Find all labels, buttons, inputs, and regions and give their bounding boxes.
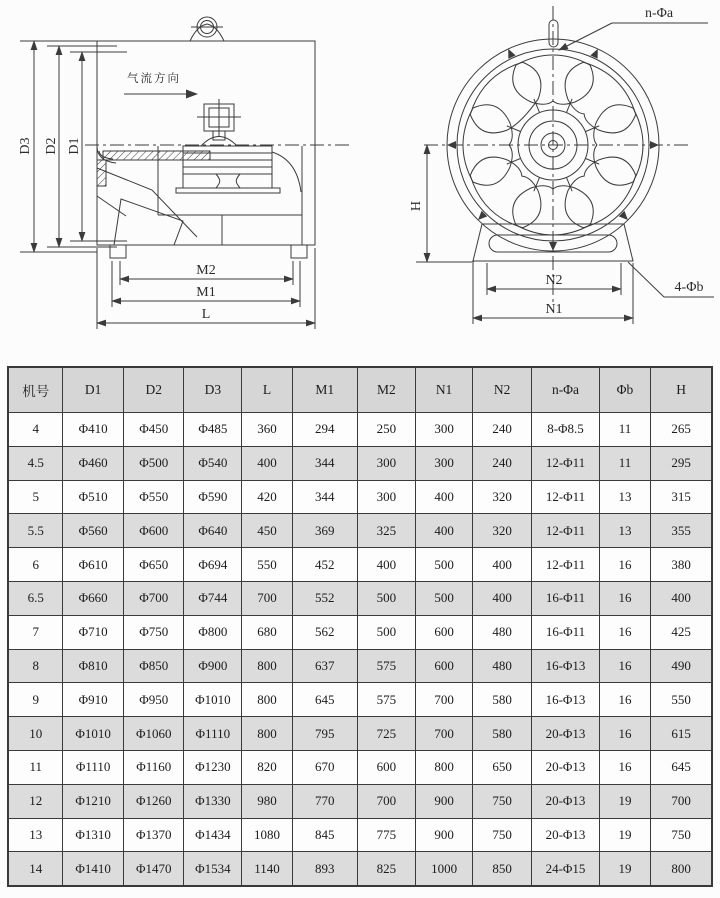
table-cell: 16-Φ11 [532, 581, 600, 615]
table-cell: 795 [292, 717, 357, 751]
table-cell: 700 [357, 784, 415, 818]
table-cell: 11 [599, 413, 650, 447]
table-row [8, 683, 712, 717]
table-cell: 16 [599, 581, 650, 615]
table-row [8, 581, 712, 615]
table-row [8, 649, 712, 683]
table-cell: 450 [242, 514, 293, 548]
airflow-arrowhead [186, 90, 198, 99]
table-cell: Φ1010 [184, 683, 242, 717]
column-header: n-Φa [532, 367, 600, 413]
table-cell: Φ1060 [123, 717, 184, 751]
table-cell: 19 [599, 784, 650, 818]
table-cell: 20-Φ13 [532, 818, 600, 852]
table-cell: Φ744 [184, 581, 242, 615]
table-cell: 12 [8, 784, 63, 818]
table-cell: 700 [651, 784, 712, 818]
table-cell: 16 [599, 750, 650, 784]
table-row [8, 548, 712, 582]
table-cell: Φ800 [184, 615, 242, 649]
table-cell: 6.5 [8, 581, 63, 615]
table-cell: 750 [473, 818, 532, 852]
table-cell: Φ650 [123, 548, 184, 582]
table-cell: 850 [473, 852, 532, 886]
dim-label-m1: M1 [196, 285, 216, 300]
table-cell: 6 [8, 548, 63, 582]
column-header: H [651, 367, 712, 413]
table-cell: 980 [242, 784, 293, 818]
table-cell: 344 [292, 480, 357, 514]
table-cell: 580 [473, 683, 532, 717]
table-cell: 13 [599, 480, 650, 514]
table-cell: 1000 [416, 852, 473, 886]
table-cell: 380 [651, 548, 712, 582]
table-cell: 600 [416, 615, 473, 649]
column-header: 机号 [8, 367, 63, 413]
table-cell: 420 [242, 480, 293, 514]
lifting-eyebolt [190, 17, 224, 41]
table-cell: 16 [599, 649, 650, 683]
table-cell: 13 [8, 818, 63, 852]
table-cell: 9 [8, 683, 63, 717]
table-cell: 300 [416, 413, 473, 447]
table-cell: 490 [651, 649, 712, 683]
table-cell: Φ1434 [184, 818, 242, 852]
table-cell: 5.5 [8, 514, 63, 548]
fan-casing-outline [97, 41, 315, 245]
table-cell: 300 [357, 480, 415, 514]
table-cell: 16 [599, 683, 650, 717]
table-cell: Φ500 [123, 446, 184, 480]
table-cell: 7 [8, 615, 63, 649]
table-cell: 20-Φ13 [532, 784, 600, 818]
table-cell: 670 [292, 750, 357, 784]
table-cell: 900 [416, 818, 473, 852]
table-cell: 10 [8, 717, 63, 751]
table-cell: 400 [242, 446, 293, 480]
table-cell: 562 [292, 615, 357, 649]
table-row [8, 446, 712, 480]
table-row [8, 514, 712, 548]
table-cell: 800 [242, 649, 293, 683]
table-cell: 20-Φ13 [532, 717, 600, 751]
table-cell: Φ700 [123, 581, 184, 615]
table-cell: Φ640 [184, 514, 242, 548]
dim-label-d3: D3 [18, 137, 33, 155]
table-cell: 500 [416, 581, 473, 615]
table-cell: 300 [416, 446, 473, 480]
table-cell: Φ950 [123, 683, 184, 717]
table-row [8, 852, 712, 886]
table-cell: Φ1260 [123, 784, 184, 818]
table-cell: 344 [292, 446, 357, 480]
foot-bolt-label: 4-Φb [674, 280, 704, 295]
table-cell: 500 [416, 548, 473, 582]
table-cell: 16-Φ11 [532, 615, 600, 649]
table-cell: 645 [651, 750, 712, 784]
table-cell: 16 [599, 615, 650, 649]
table-cell: 400 [416, 480, 473, 514]
table-cell: 320 [473, 480, 532, 514]
table-cell: 12-Φ11 [532, 446, 600, 480]
table-cell: 19 [599, 818, 650, 852]
table-cell: 16 [599, 548, 650, 582]
table-cell: Φ1534 [184, 852, 242, 886]
table-cell: 1080 [242, 818, 293, 852]
table-cell: 700 [242, 581, 293, 615]
column-header: D1 [63, 367, 124, 413]
table-cell: Φ450 [123, 413, 184, 447]
table-cell: 12-Φ11 [532, 548, 600, 582]
table-cell: 500 [357, 615, 415, 649]
table-cell: 900 [416, 784, 473, 818]
table-cell: 360 [242, 413, 293, 447]
table-cell: Φ540 [184, 446, 242, 480]
airflow-direction-label: 气流方向 [127, 73, 181, 85]
table-cell: 580 [473, 717, 532, 751]
dim-label-d1: D1 [67, 137, 82, 155]
table-cell: 300 [357, 446, 415, 480]
table-cell: 845 [292, 818, 357, 852]
table-cell: 240 [473, 413, 532, 447]
table-cell: 700 [416, 717, 473, 751]
table-cell: 320 [473, 514, 532, 548]
table-cell: 650 [473, 750, 532, 784]
right-foot [291, 245, 307, 258]
table-cell: 800 [242, 683, 293, 717]
table-row [8, 413, 712, 447]
bolt-callout-label: n-Φa [644, 6, 674, 21]
column-header: N1 [416, 367, 473, 413]
table-cell: Φ510 [63, 480, 124, 514]
table-cell: 1140 [242, 852, 293, 886]
table-cell: 12-Φ11 [532, 480, 600, 514]
fan-dimension-drawing [0, 0, 720, 360]
table-cell: 16-Φ13 [532, 683, 600, 717]
table-cell: 775 [357, 818, 415, 852]
table-cell: Φ1110 [184, 717, 242, 751]
table-cell: 452 [292, 548, 357, 582]
spec-table-body [8, 413, 712, 887]
table-cell: 369 [292, 514, 357, 548]
table-cell: 680 [242, 615, 293, 649]
table-cell: 24-Φ15 [532, 852, 600, 886]
table-cell: 400 [416, 514, 473, 548]
table-cell: 250 [357, 413, 415, 447]
front-view-drawing [416, 6, 714, 324]
table-cell: 19 [599, 852, 650, 886]
table-cell: 820 [242, 750, 293, 784]
table-cell: 11 [599, 446, 650, 480]
column-header: D2 [123, 367, 184, 413]
table-cell: 615 [651, 717, 712, 751]
table-cell: 893 [292, 852, 357, 886]
table-cell: Φ1330 [184, 784, 242, 818]
table-cell: 800 [416, 750, 473, 784]
table-cell: 480 [473, 615, 532, 649]
table-cell: Φ600 [123, 514, 184, 548]
table-cell: Φ750 [123, 615, 184, 649]
table-cell: 240 [473, 446, 532, 480]
bolt-callout-leader [559, 23, 708, 50]
table-cell: 14 [8, 852, 63, 886]
table-cell: Φ1410 [63, 852, 124, 886]
table-cell: 825 [357, 852, 415, 886]
table-cell: 11 [8, 750, 63, 784]
dimension-spec-table [7, 366, 713, 887]
table-row [8, 750, 712, 784]
dim-label-n2: N2 [545, 273, 563, 288]
table-cell: 265 [651, 413, 712, 447]
table-cell: Φ485 [184, 413, 242, 447]
table-cell: 550 [242, 548, 293, 582]
table-cell: 325 [357, 514, 415, 548]
table-cell: Φ560 [63, 514, 124, 548]
junction-box [197, 99, 241, 146]
table-cell: 637 [292, 649, 357, 683]
table-cell: 600 [357, 750, 415, 784]
table-cell: 645 [292, 683, 357, 717]
table-row [8, 784, 712, 818]
column-header: L [242, 367, 293, 413]
table-cell: Φ610 [63, 548, 124, 582]
table-cell: Φ1210 [63, 784, 124, 818]
dim-label-d2: D2 [44, 137, 59, 155]
table-cell: 400 [651, 581, 712, 615]
table-cell: 400 [473, 548, 532, 582]
table-cell: 800 [651, 852, 712, 886]
table-cell: 315 [651, 480, 712, 514]
table-cell: Φ694 [184, 548, 242, 582]
table-cell: 550 [651, 683, 712, 717]
table-cell: 575 [357, 683, 415, 717]
table-row [8, 615, 712, 649]
dim-label-n1: N1 [545, 302, 563, 317]
column-header: M2 [357, 367, 415, 413]
column-header: D3 [184, 367, 242, 413]
table-header-row [8, 367, 712, 413]
table-cell: Φ550 [123, 480, 184, 514]
table-cell: 552 [292, 581, 357, 615]
technical-drawings [0, 0, 720, 360]
table-cell: 5 [8, 480, 63, 514]
inlet-cone [97, 146, 210, 245]
table-cell: 770 [292, 784, 357, 818]
dim-label-m2: M2 [196, 263, 216, 278]
table-cell: 425 [651, 615, 712, 649]
table-cell: 500 [357, 581, 415, 615]
table-cell: Φ460 [63, 446, 124, 480]
table-cell: 575 [357, 649, 415, 683]
table-cell: Φ850 [123, 649, 184, 683]
table-cell: Φ710 [63, 615, 124, 649]
table-cell: 400 [357, 548, 415, 582]
table-cell: Φ900 [184, 649, 242, 683]
table-cell: Φ1110 [63, 750, 124, 784]
table-cell: 700 [416, 683, 473, 717]
table-cell: Φ1310 [63, 818, 124, 852]
column-header: N2 [473, 367, 532, 413]
table-cell: Φ660 [63, 581, 124, 615]
table-cell: Φ590 [184, 480, 242, 514]
table-cell: Φ1160 [123, 750, 184, 784]
table-cell: 750 [473, 784, 532, 818]
table-cell: 600 [416, 649, 473, 683]
table-cell: Φ1230 [184, 750, 242, 784]
table-cell: 12-Φ11 [532, 514, 600, 548]
column-header: Φb [599, 367, 650, 413]
table-cell: 480 [473, 649, 532, 683]
table-cell: 13 [599, 514, 650, 548]
table-cell: 750 [651, 818, 712, 852]
table-cell: 16 [599, 717, 650, 751]
table-row [8, 717, 712, 751]
table-cell: 4 [8, 413, 63, 447]
table-cell: 294 [292, 413, 357, 447]
table-cell: Φ910 [63, 683, 124, 717]
table-cell: 355 [651, 514, 712, 548]
table-cell: Φ1370 [123, 818, 184, 852]
dim-label-l: L [201, 307, 211, 322]
table-row [8, 818, 712, 852]
table-cell: Φ810 [63, 649, 124, 683]
side-view-drawing [20, 17, 352, 329]
dim-label-h: H [409, 200, 424, 212]
table-cell: Φ1470 [123, 852, 184, 886]
table-cell: 725 [357, 717, 415, 751]
table-cell: 20-Φ13 [532, 750, 600, 784]
table-cell: 400 [473, 581, 532, 615]
table-row [8, 480, 712, 514]
table-cell: Φ410 [63, 413, 124, 447]
table-cell: 16-Φ13 [532, 649, 600, 683]
table-cell: Φ1010 [63, 717, 124, 751]
table-cell: 295 [651, 446, 712, 480]
column-header: M1 [292, 367, 357, 413]
table-cell: 4.5 [8, 446, 63, 480]
table-cell: 8 [8, 649, 63, 683]
table-cell: 800 [242, 717, 293, 751]
table-cell: 8-Φ8.5 [532, 413, 600, 447]
